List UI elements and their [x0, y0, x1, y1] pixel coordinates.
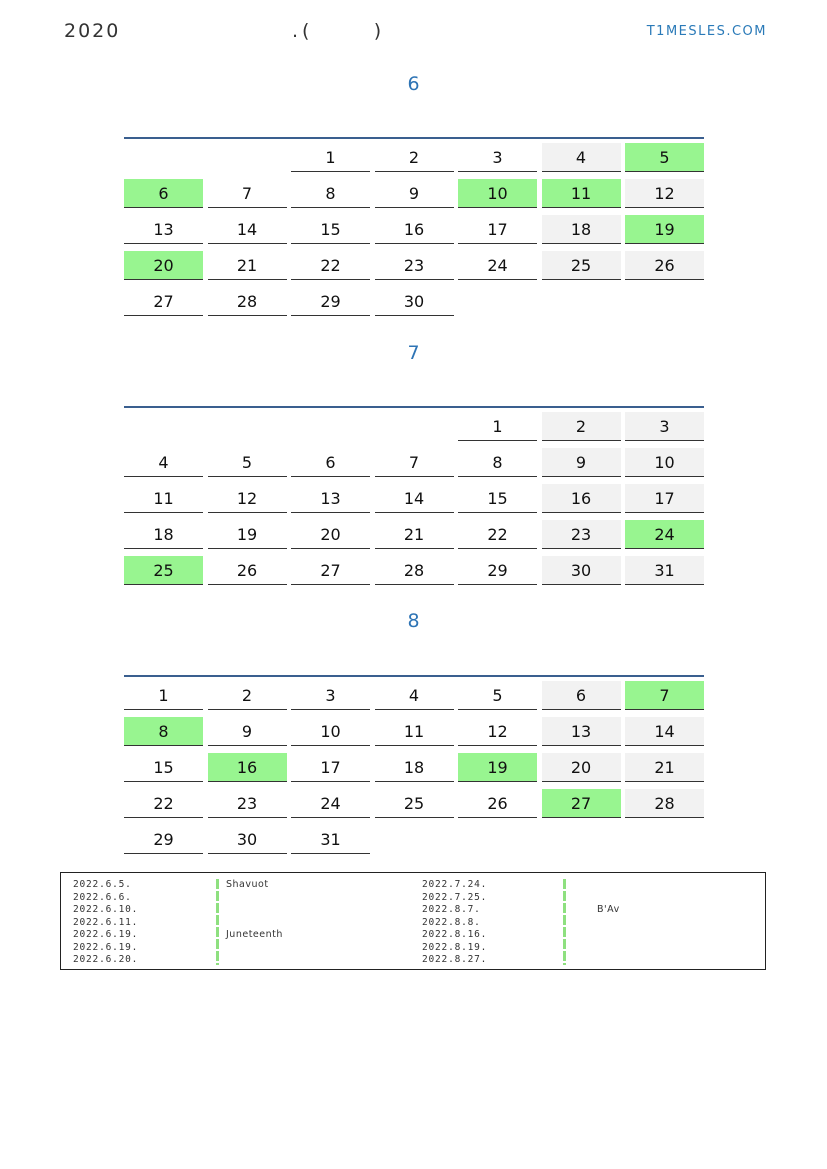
holiday-legend — [60, 872, 766, 970]
header-subtitle: .( ) — [292, 20, 386, 42]
day-cell[interactable]: 10 — [458, 179, 537, 208]
day-cell[interactable]: 19 — [458, 753, 537, 782]
day-cell[interactable]: 29 — [291, 287, 370, 316]
day-cell[interactable]: 6 — [291, 448, 370, 477]
day-cell[interactable]: 3 — [458, 143, 537, 172]
day-cell[interactable]: 7 — [375, 448, 454, 477]
day-cell[interactable]: 29 — [124, 825, 203, 854]
day-cell[interactable]: 1 — [124, 681, 203, 710]
day-cell[interactable]: 12 — [625, 179, 704, 208]
legend-date: 2022.8.7. — [422, 904, 481, 915]
day-cell[interactable]: 27 — [542, 789, 621, 818]
day-cell[interactable]: 14 — [375, 484, 454, 513]
day-cell[interactable]: 19 — [625, 215, 704, 244]
day-cell[interactable]: 9 — [542, 448, 621, 477]
site-link[interactable]: T1MESLES.COM — [646, 24, 767, 39]
legend-date: 2022.7.24. — [422, 879, 488, 890]
month-top-rule — [124, 675, 704, 677]
legend-date: 2022.8.19. — [422, 941, 488, 953]
day-cell[interactable]: 20 — [291, 520, 370, 549]
day-cell[interactable]: 1 — [291, 143, 370, 172]
day-cell[interactable]: 31 — [625, 556, 704, 585]
day-cell[interactable]: 13 — [124, 215, 203, 244]
day-cell[interactable]: 3 — [291, 681, 370, 710]
day-cell[interactable]: 25 — [375, 789, 454, 818]
day-cell[interactable]: 3 — [625, 412, 704, 441]
day-cell[interactable]: 17 — [458, 215, 537, 244]
legend-date: 2022.6.19. — [73, 941, 139, 953]
day-cell[interactable]: 20 — [124, 251, 203, 280]
day-cell[interactable]: 15 — [458, 484, 537, 513]
day-cell[interactable]: 15 — [291, 215, 370, 244]
day-cell[interactable]: 13 — [291, 484, 370, 513]
day-cell[interactable]: 24 — [291, 789, 370, 818]
legend-holiday-name: Shavuot — [226, 879, 269, 890]
legend-date: 2022.6.10. — [73, 904, 139, 915]
day-cell[interactable]: 8 — [458, 448, 537, 477]
day-cell[interactable]: 18 — [375, 753, 454, 782]
day-cell[interactable]: 10 — [291, 717, 370, 746]
legend-date: 2022.6.6. — [73, 891, 132, 903]
legend-date: 2022.6.11. — [73, 916, 139, 928]
day-cell[interactable]: 23 — [542, 520, 621, 549]
day-cell[interactable]: 27 — [124, 287, 203, 316]
month-title-august: 8 — [407, 610, 420, 632]
day-cell[interactable]: 17 — [625, 484, 704, 513]
day-cell[interactable]: 7 — [625, 681, 704, 710]
day-cell[interactable]: 10 — [625, 448, 704, 477]
legend-holiday-name: Juneteenth — [226, 929, 283, 940]
day-cell[interactable]: 27 — [291, 556, 370, 585]
day-cell[interactable]: 4 — [124, 448, 203, 477]
day-cell[interactable]: 12 — [208, 484, 287, 513]
day-cell[interactable]: 25 — [542, 251, 621, 280]
day-cell[interactable]: 18 — [124, 520, 203, 549]
legend-date: 2022.6.5. — [73, 879, 132, 890]
legend-date: 2022.8.16. — [422, 929, 488, 940]
day-cell[interactable]: 6 — [124, 179, 203, 208]
month-title-june: 6 — [407, 73, 420, 95]
day-cell[interactable]: 7 — [208, 179, 287, 208]
day-cell[interactable]: 30 — [208, 825, 287, 854]
day-cell[interactable]: 14 — [625, 717, 704, 746]
legend-left-dates — [73, 879, 138, 967]
day-cell[interactable]: 25 — [124, 556, 203, 585]
day-cell[interactable]: 26 — [625, 251, 704, 280]
day-cell[interactable]: 5 — [208, 448, 287, 477]
day-cell[interactable]: 21 — [625, 753, 704, 782]
day-cell[interactable]: 11 — [124, 484, 203, 513]
day-cell[interactable]: 6 — [542, 681, 621, 710]
day-cell[interactable]: 20 — [542, 753, 621, 782]
header-year: 2020 — [64, 20, 121, 42]
day-cell[interactable]: 30 — [542, 556, 621, 585]
legend-date: 2022.8.27. — [422, 954, 488, 965]
legend-date: 2022.7.25. — [422, 891, 488, 903]
day-cell[interactable]: 11 — [375, 717, 454, 746]
day-cell[interactable]: 30 — [375, 287, 454, 316]
day-cell[interactable]: 21 — [208, 251, 287, 280]
day-cell[interactable]: 4 — [375, 681, 454, 710]
day-cell[interactable]: 16 — [542, 484, 621, 513]
day-cell[interactable]: 22 — [124, 789, 203, 818]
day-cell[interactable]: 22 — [291, 251, 370, 280]
legend-holiday-name: B'Av — [597, 904, 620, 915]
day-cell[interactable]: 17 — [291, 753, 370, 782]
day-cell[interactable]: 4 — [542, 143, 621, 172]
day-cell[interactable]: 13 — [542, 717, 621, 746]
day-cell[interactable]: 28 — [375, 556, 454, 585]
day-cell[interactable]: 2 — [542, 412, 621, 441]
day-cell[interactable]: 2 — [208, 681, 287, 710]
day-cell[interactable]: 23 — [208, 789, 287, 818]
day-cell[interactable]: 8 — [124, 717, 203, 746]
month-title-july: 7 — [407, 342, 420, 364]
day-cell[interactable]: 5 — [625, 143, 704, 172]
day-cell[interactable]: 28 — [625, 789, 704, 818]
day-cell[interactable]: 15 — [124, 753, 203, 782]
legend-right-bar — [563, 879, 566, 965]
day-cell[interactable]: 16 — [208, 753, 287, 782]
day-cell[interactable]: 8 — [291, 179, 370, 208]
legend-date: 2022.6.20. — [73, 954, 139, 965]
day-cell[interactable]: 1 — [458, 412, 537, 441]
day-cell[interactable]: 26 — [208, 556, 287, 585]
day-cell[interactable]: 18 — [542, 215, 621, 244]
day-cell[interactable]: 11 — [542, 179, 621, 208]
month-top-rule — [124, 137, 704, 139]
day-cell[interactable]: 28 — [208, 287, 287, 316]
day-cell[interactable]: 26 — [458, 789, 537, 818]
legend-left-bar — [216, 879, 219, 965]
day-cell[interactable]: 24 — [625, 520, 704, 549]
day-cell[interactable]: 5 — [458, 681, 537, 710]
legend-right-dates — [422, 879, 487, 967]
day-cell[interactable]: 29 — [458, 556, 537, 585]
day-cell[interactable]: 19 — [208, 520, 287, 549]
day-cell[interactable]: 14 — [208, 215, 287, 244]
day-cell[interactable]: 12 — [458, 717, 537, 746]
legend-date: 2022.8.8. — [422, 916, 481, 928]
day-cell[interactable]: 16 — [375, 215, 454, 244]
day-cell[interactable]: 24 — [458, 251, 537, 280]
day-cell[interactable]: 9 — [375, 179, 454, 208]
day-cell[interactable]: 21 — [375, 520, 454, 549]
day-cell[interactable]: 23 — [375, 251, 454, 280]
day-cell[interactable]: 31 — [291, 825, 370, 854]
day-cell[interactable]: 2 — [375, 143, 454, 172]
month-top-rule — [124, 406, 704, 408]
day-cell[interactable]: 22 — [458, 520, 537, 549]
legend-date: 2022.6.19. — [73, 929, 139, 940]
day-cell[interactable]: 9 — [208, 717, 287, 746]
